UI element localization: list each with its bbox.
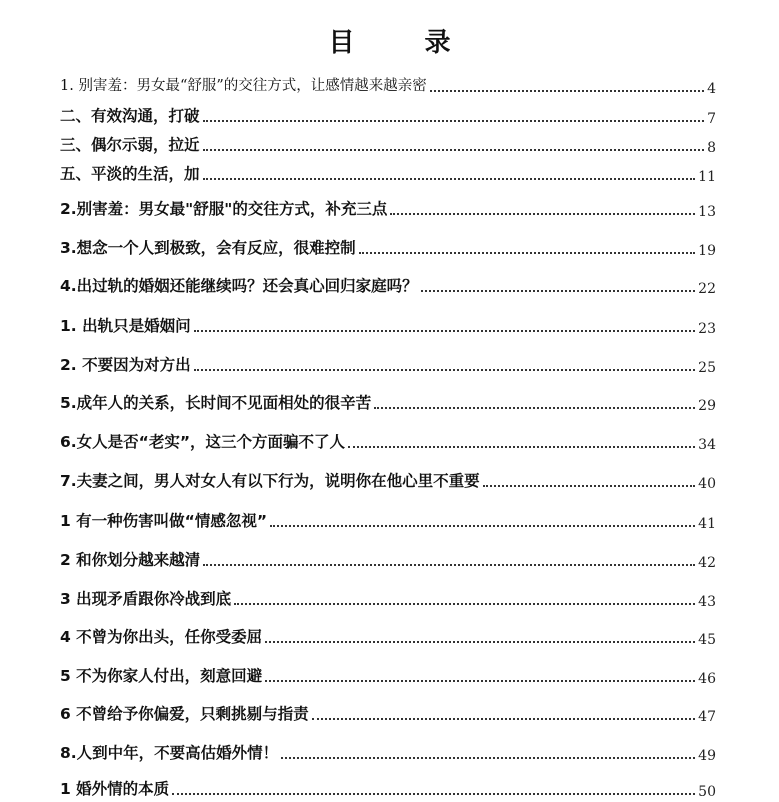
- dot-leader: [421, 290, 695, 292]
- toc-entry-page: 22: [698, 281, 716, 297]
- dot-leader: [483, 485, 695, 487]
- toc-entry-label: 二、有效沟通，打破: [60, 107, 200, 125]
- dot-leader: [430, 90, 704, 92]
- toc-entry-page: 34: [698, 437, 716, 453]
- dot-leader: [265, 641, 695, 643]
- toc-entry-7[interactable]: [60, 270, 716, 296]
- toc-entry-label: 2.别害羞：男女最"舒服"的交往方式，补充三点: [60, 200, 388, 218]
- toc-entry-label: 5.成年人的关系，长时间不见面相处的很辛苦: [60, 394, 372, 412]
- toc-entry-page: 7: [707, 111, 716, 127]
- dot-leader: [203, 178, 696, 180]
- toc-entry-label: 五、平淡的生活，加: [60, 165, 200, 183]
- toc-entry-1[interactable]: [60, 70, 716, 96]
- toc-entry-16[interactable]: [60, 621, 716, 647]
- toc-entry-label: 2 和你划分越来越清: [60, 551, 201, 569]
- toc-entry-label: 3 出现矛盾跟你冷战到底: [60, 590, 232, 608]
- dot-leader: [234, 603, 695, 605]
- toc-entry-label: 4.出过轨的婚姻还能继续吗？还会真心回归家庭吗？: [60, 277, 418, 295]
- toc-entry-12[interactable]: [60, 465, 716, 491]
- dot-leader: [265, 680, 695, 682]
- toc-entry-10[interactable]: [60, 387, 716, 413]
- dot-leader: [312, 718, 695, 720]
- toc-entry-label: 1 有一种伤害叫做“情感忽视”: [60, 512, 268, 530]
- toc-entry-label: 4 不曾为你出头，任你受委屈: [60, 628, 263, 646]
- toc-entry-page: 8: [707, 140, 716, 156]
- dot-leader: [281, 757, 695, 759]
- toc-entry-page: 40: [698, 476, 716, 492]
- toc-entry-label: 7.夫妻之间，男人对女人有以下行为，说明你在他心里不重要: [60, 472, 480, 490]
- toc-entry-page: 13: [698, 204, 716, 220]
- toc-entry-label: 三、偶尔示弱，拉近: [60, 136, 200, 154]
- toc-entry-3[interactable]: [60, 129, 716, 155]
- toc-entry-17[interactable]: [60, 660, 716, 686]
- toc-entry-label: 6 不曾给予你偏爱，只剩挑剔与指责: [60, 705, 309, 723]
- toc-entry-label: 1 婚外情的本质: [60, 780, 170, 798]
- page-title: 目 录: [328, 28, 473, 58]
- toc-entry-11[interactable]: [60, 426, 716, 452]
- toc-entry-page: 49: [698, 748, 716, 764]
- toc-entry-page: 11: [698, 169, 716, 185]
- dot-leader: [348, 446, 695, 448]
- toc-entry-label: 3.想念一个人到极致，会有反应，很难控制: [60, 239, 356, 257]
- dot-leader: [203, 564, 695, 566]
- toc-entry-label: 2. 不要因为对方出: [60, 356, 191, 374]
- toc-entry-page: 43: [698, 594, 716, 610]
- toc-entry-5[interactable]: [60, 193, 716, 219]
- dot-leader: [194, 369, 696, 371]
- toc-entry-9[interactable]: [60, 349, 716, 375]
- dot-leader: [172, 793, 695, 795]
- toc-entry-page: 46: [698, 671, 716, 687]
- toc-entry-label: 1. 出轨只是婚姻问: [60, 317, 191, 335]
- toc-entry-14[interactable]: [60, 544, 716, 570]
- toc-entry-13[interactable]: [60, 505, 716, 531]
- dot-leader: [203, 149, 705, 151]
- dot-leader: [390, 213, 695, 215]
- dot-leader: [270, 525, 695, 527]
- toc-entry-page: 19: [698, 243, 716, 259]
- toc-entry-page: 50: [698, 784, 716, 800]
- dot-leader: [203, 120, 705, 122]
- toc-entry-page: 4: [707, 81, 716, 97]
- dot-leader: [194, 330, 696, 332]
- toc-entry-page: 23: [698, 321, 716, 337]
- dot-leader: [374, 407, 695, 409]
- dot-leader: [359, 252, 695, 254]
- toc-entry-page: 41: [698, 516, 716, 532]
- toc-entry-20[interactable]: [60, 773, 716, 799]
- toc-entry-19[interactable]: [60, 737, 716, 763]
- toc-entry-page: 47: [698, 709, 716, 725]
- toc-entry-page: 25: [698, 360, 716, 376]
- toc-entry-page: 42: [698, 555, 716, 571]
- toc-entry-8[interactable]: [60, 310, 716, 336]
- toc-entry-18[interactable]: [60, 698, 716, 724]
- toc-entry-page: 29: [698, 398, 716, 414]
- toc-entry-label: 8.人到中年，不要高估婚外情！: [60, 744, 279, 762]
- toc-entry-2[interactable]: [60, 100, 716, 126]
- toc-entry-4[interactable]: [60, 158, 716, 184]
- toc-entry-label: 1. 别害羞：男女最“舒服”的交往方式，让感情越来越亲密: [60, 78, 427, 94]
- toc-entry-15[interactable]: [60, 583, 716, 609]
- toc-entry-label: 6.女人是否“老实”，这三个方面骗不了人: [60, 433, 346, 451]
- toc-entry-6[interactable]: [60, 232, 716, 258]
- toc-entry-page: 45: [698, 632, 716, 648]
- toc-entry-label: 5 不为你家人付出，刻意回避: [60, 667, 263, 685]
